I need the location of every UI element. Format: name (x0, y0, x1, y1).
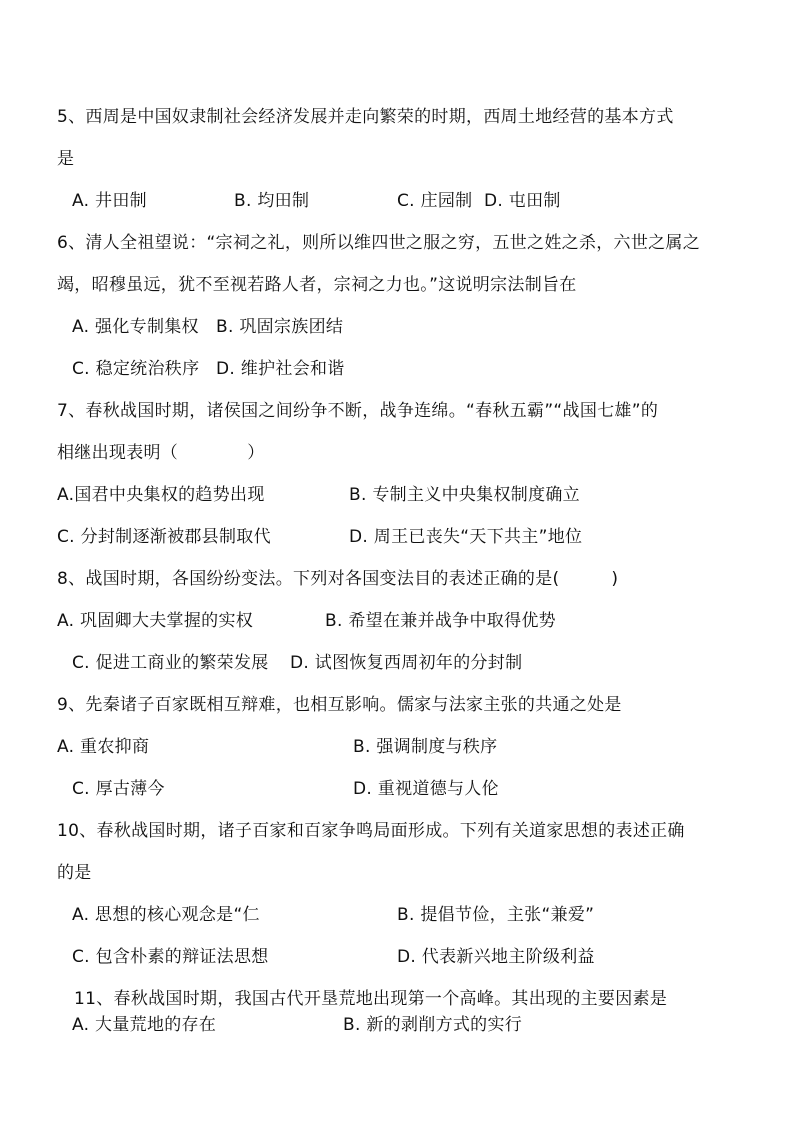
question-10-stem-line-1: 10、春秋战国时期，诸子百家和百家争鸣局面形成。下列有关道家思想的表述正确 (57, 821, 685, 841)
question-5-stem-line-2: 是 (57, 149, 75, 169)
question-6-stem-line-2: 竭，昭穆虽远，犹不至视若路人者，宗祠之力也。”这说明宗法制旨在 (57, 275, 577, 295)
question-10-option-d: D. 代表新兴地主阶级利益 (397, 947, 595, 967)
question-10-option-a: A. 思想的核心观念是“仁 (72, 905, 260, 925)
question-9-option-c: C. 厚古薄今 (72, 779, 165, 799)
question-10-option-c: C. 包含朴素的辩证法思想 (72, 947, 269, 967)
question-7-option-c: C. 分封制逐渐被郡县制取代 (57, 527, 271, 547)
question-5-option-a: A. 井田制 (72, 191, 147, 211)
question-5-option-b: B. 均田制 (234, 191, 310, 211)
question-5-option-c: C. 庄园制 (397, 191, 473, 211)
question-6-option-d: D. 维护社会和谐 (216, 359, 345, 379)
question-9-option-d: D. 重视道德与人伦 (353, 779, 499, 799)
question-7-option-d: D. 周王已丧失“天下共主”地位 (349, 527, 583, 547)
question-6-option-a: A. 强化专制集权 (72, 317, 199, 337)
question-9-option-b: B. 强调制度与秩序 (353, 737, 498, 757)
question-8-stem-line-1: 8、战国时期，各国纷纷变法。下列对各国变法目的表述正确的是( ) (57, 569, 619, 589)
question-7-option-a: A.国君中央集权的趋势出现 (57, 485, 265, 505)
question-11-option-b: B. 新的剥削方式的实行 (343, 1015, 523, 1035)
question-11-option-a: A. 大量荒地的存在 (72, 1015, 217, 1035)
question-5-stem-line-1: 5、西周是中国奴隶制社会经济发展并走向繁荣的时期，西周土地经营的基本方式 (57, 107, 674, 127)
question-10-option-b: B. 提倡节俭，主张“兼爱” (397, 905, 595, 925)
question-11-stem-line-1: 11、春秋战国时期，我国古代开垦荒地出现第一个高峰。其出现的主要因素是 (74, 989, 668, 1009)
question-8-option-d: D. 试图恢复西周初年的分封制 (290, 653, 523, 673)
question-10-stem-line-2: 的是 (57, 863, 92, 883)
question-6-stem-line-1: 6、清人全祖望说：“宗祠之礼，则所以维四世之服之穷，五世之姓之杀，六世之属之 (57, 233, 701, 253)
question-7-stem-line-1: 7、春秋战国时期，诸侯国之间纷争不断，战争连绵。“春秋五霸”“战国七雄”的 (57, 401, 659, 421)
question-9-stem-line-1: 9、先秦诸子百家既相互辩难，也相互影响。儒家与法家主张的共通之处是 (57, 695, 622, 715)
question-8-option-b: B. 希望在兼并战争中取得优势 (325, 611, 556, 631)
question-8-option-c: C. 促进工商业的繁荣发展 (72, 653, 269, 673)
question-7-option-b: B. 专制主义中央集权制度确立 (349, 485, 580, 505)
question-6-option-c: C. 稳定统治秩序 (72, 359, 200, 379)
question-6-option-b: B. 巩固宗族团结 (216, 317, 344, 337)
question-5-option-d: D. 屯田制 (484, 191, 561, 211)
question-9-option-a: A. 重农抑商 (57, 737, 150, 757)
question-7-stem-line-2: 相继出现表明（ ） (57, 443, 265, 463)
question-8-option-a: A. 巩固卿大夫掌握的实权 (57, 611, 254, 631)
